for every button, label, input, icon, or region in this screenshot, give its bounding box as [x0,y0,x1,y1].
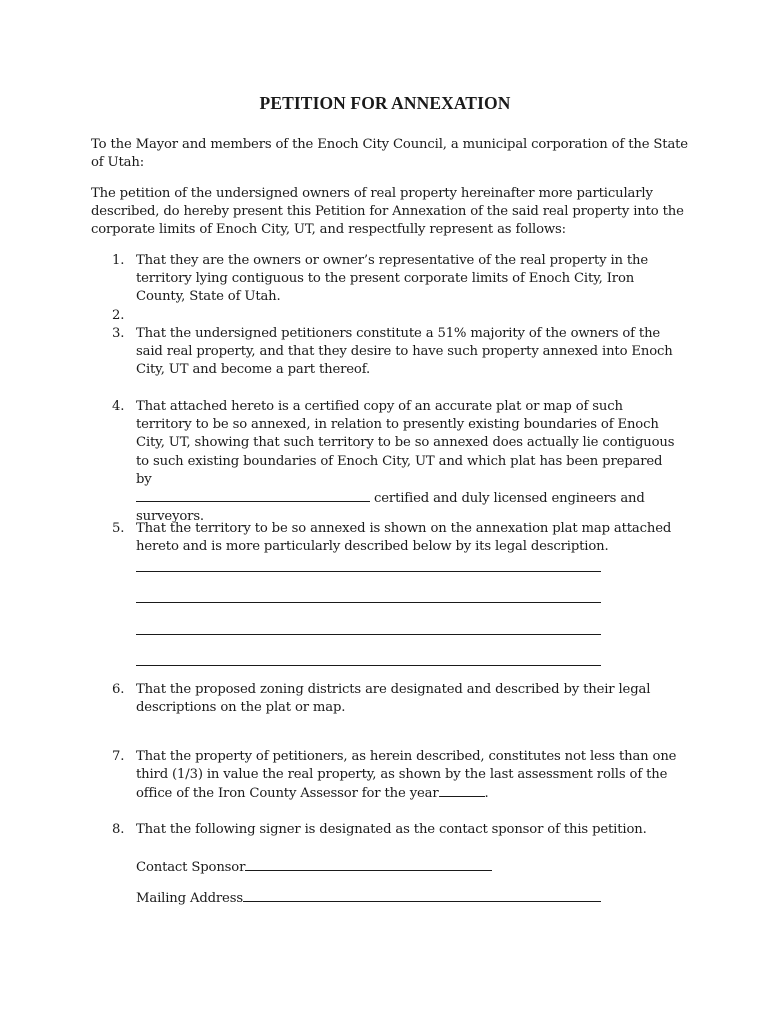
contact-sponsor-field [136,857,492,877]
legal-description-line[interactable] [136,634,601,635]
item-text-part: That the property of petitioners, as herein described, constitutes not less than one third (1/3) in value the real property, as shown by the last assessment rolls of the office of the Iron County Assessor for the year [136,749,677,802]
contact-sponsor-input[interactable] [245,857,492,871]
item-number: 2. [112,308,125,323]
document-title: PETITION FOR ANNEXATION [259,93,511,113]
mailing-address-input[interactable] [243,888,601,902]
item-number: 7. [112,749,125,764]
item-number: 5. [112,521,125,536]
item-text: That they are the owners or owner’s representative of the real property in the territory lying contiguous to the present corporate limits of Enoch City, Iron County, State of Utah. [136,253,649,305]
item-number: 6. [112,682,125,697]
item-text: That the undersigned petitioners constitute a 51% majority of the owners of the said real property, and that they desire to have such property annexed into Enoch City, UT and become a part thereof. [136,326,673,378]
legal-description-line[interactable] [136,571,601,572]
contact-sponsor-label: Contact Sponsor [136,860,246,875]
item-text: That the proposed zoning districts are designated and described by their legal descriptions on the plat or map. [136,682,651,716]
mailing-address-label: Mailing Address [136,891,243,906]
item-number: 4. [112,399,125,414]
legal-description-line[interactable] [136,602,601,603]
engineer-name-blank[interactable] [136,489,370,502]
item-text: That the territory to be so annexed is shown on the annexation plat map attached hereto and is more particularly described below by its legal description. [136,521,672,555]
item-text-part: certified and duly licensed engineers and surveyors. [136,491,645,525]
item-text [136,398,681,526]
item-text [136,748,681,804]
item-number: 3. [112,326,125,341]
mailing-address-field [136,888,601,908]
item-text-part: That attached hereto is a certified copy of an accurate plat or map of such territory to be so annexed, in relation to presently existing boundaries of Enoch City, UT, showing that such territory to be so annexed does actually lie contiguous to such existing boundaries of Enoch City, UT and which plat has been prepared by [136,399,675,487]
assessment-year-blank[interactable] [439,784,485,797]
legal-description-line[interactable] [136,665,601,666]
item-text: That the following signer is designated as the contact sponsor of this petition. [136,822,647,837]
intro-paragraph: The petition of the undersigned owners of real property hereinafter more particularly described, do hereby present this Petition for Annexation of the said real property into the corporate limits of Enoch City, UT, and respectfully represent as follows: [91,186,684,238]
salutation-paragraph: To the Mayor and members of the Enoch City Council, a municipal corporation of the State of Utah: [91,137,688,171]
item-number: 1. [112,253,125,268]
item-number: 8. [112,822,125,837]
item-text-part: . [484,786,489,802]
